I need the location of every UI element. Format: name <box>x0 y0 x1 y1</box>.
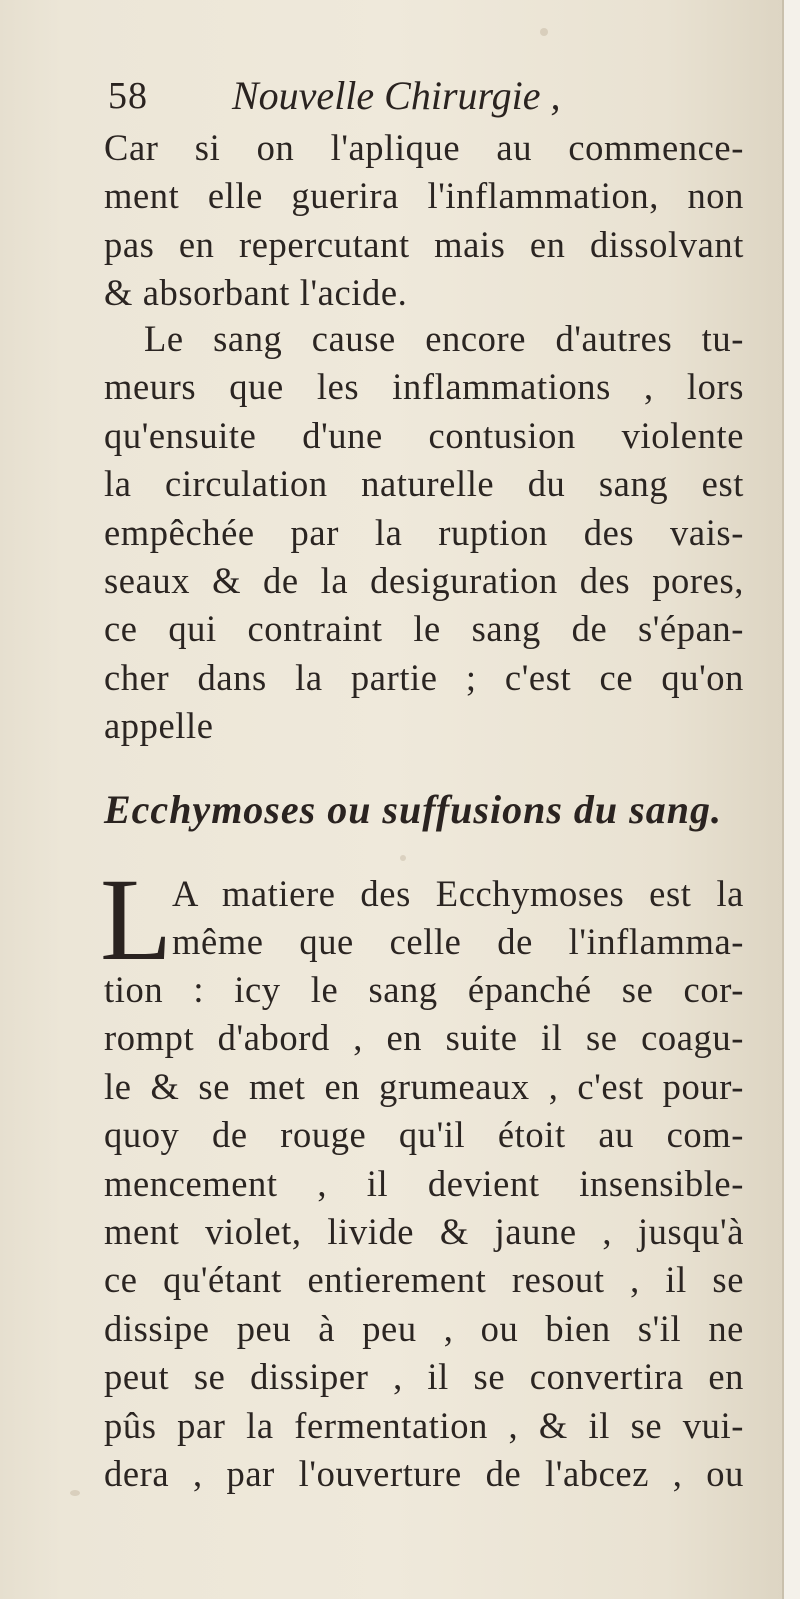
text-line: pûs par la fermentation , & il se vui- <box>104 1404 744 1446</box>
text-line: la circulation naturelle du sang est <box>104 463 744 505</box>
text-line: ment elle guerira l'inflammation, non <box>104 175 744 217</box>
page-number: 58 <box>108 75 148 117</box>
drop-cap: L <box>100 854 173 985</box>
text-line: dera , par l'ouverture de l'abcez , ou <box>104 1452 744 1494</box>
text-line: pas en repercutant mais en dissolvant <box>104 223 744 265</box>
text-line: Le sang cause encore d'autres tu- <box>144 318 744 359</box>
text-line: qu'ensuite d'une contusion violente <box>104 414 744 456</box>
paragraph-1 <box>104 124 744 318</box>
text-line: empêchée par la ruption des vais- <box>104 511 744 553</box>
paragraph-3 <box>104 966 744 1498</box>
paragraph-3-indented <box>172 870 744 967</box>
text-line: tion : icy le sang épanché se cor- <box>104 969 744 1010</box>
text-line: mencement , il devient insensible- <box>104 1162 744 1204</box>
section-title: Ecchymoses ou suffusions du sang. <box>104 787 722 832</box>
text-line: Car si on l'aplique au commence- <box>104 127 744 168</box>
text-line: dissipe peu à peu , ou bien s'il ne <box>104 1307 744 1349</box>
text-line: meurs que les inflammations , lors <box>104 366 744 408</box>
text-line: même que celle de l'inflamma- <box>172 921 744 963</box>
text-line: peut se dissiper , il se convertira en <box>104 1356 744 1398</box>
text-line: ce qui contraint le sang de s'épan- <box>104 608 744 650</box>
paper-stain <box>400 855 406 861</box>
text-line: appelle <box>104 705 214 747</box>
text-line: quoy de rouge qu'il étoit au com- <box>104 1114 744 1156</box>
text-line: le & se met en grumeaux , c'est pour- <box>104 1065 744 1107</box>
text-line: ment violet, livide & jaune , jusqu'à <box>104 1210 744 1252</box>
text-line: ce qu'étant entierement resout , il se <box>104 1259 744 1301</box>
paper-stain <box>70 1490 80 1496</box>
text-line: & absorbant l'acide. <box>104 272 408 314</box>
running-head: Nouvelle Chirurgie , <box>232 73 561 118</box>
paper-stain <box>540 28 548 36</box>
text-line: rompt d'abord , en suite il se coagu- <box>104 1017 744 1059</box>
text-line: seaux & de la desiguration des pores, <box>104 559 744 601</box>
text-line: cher dans la partie ; c'est ce qu'on <box>104 656 744 698</box>
text-line: A matiere des Ecchymoses est la <box>172 873 744 914</box>
page-edge <box>784 0 800 1599</box>
paragraph-2 <box>104 315 744 751</box>
